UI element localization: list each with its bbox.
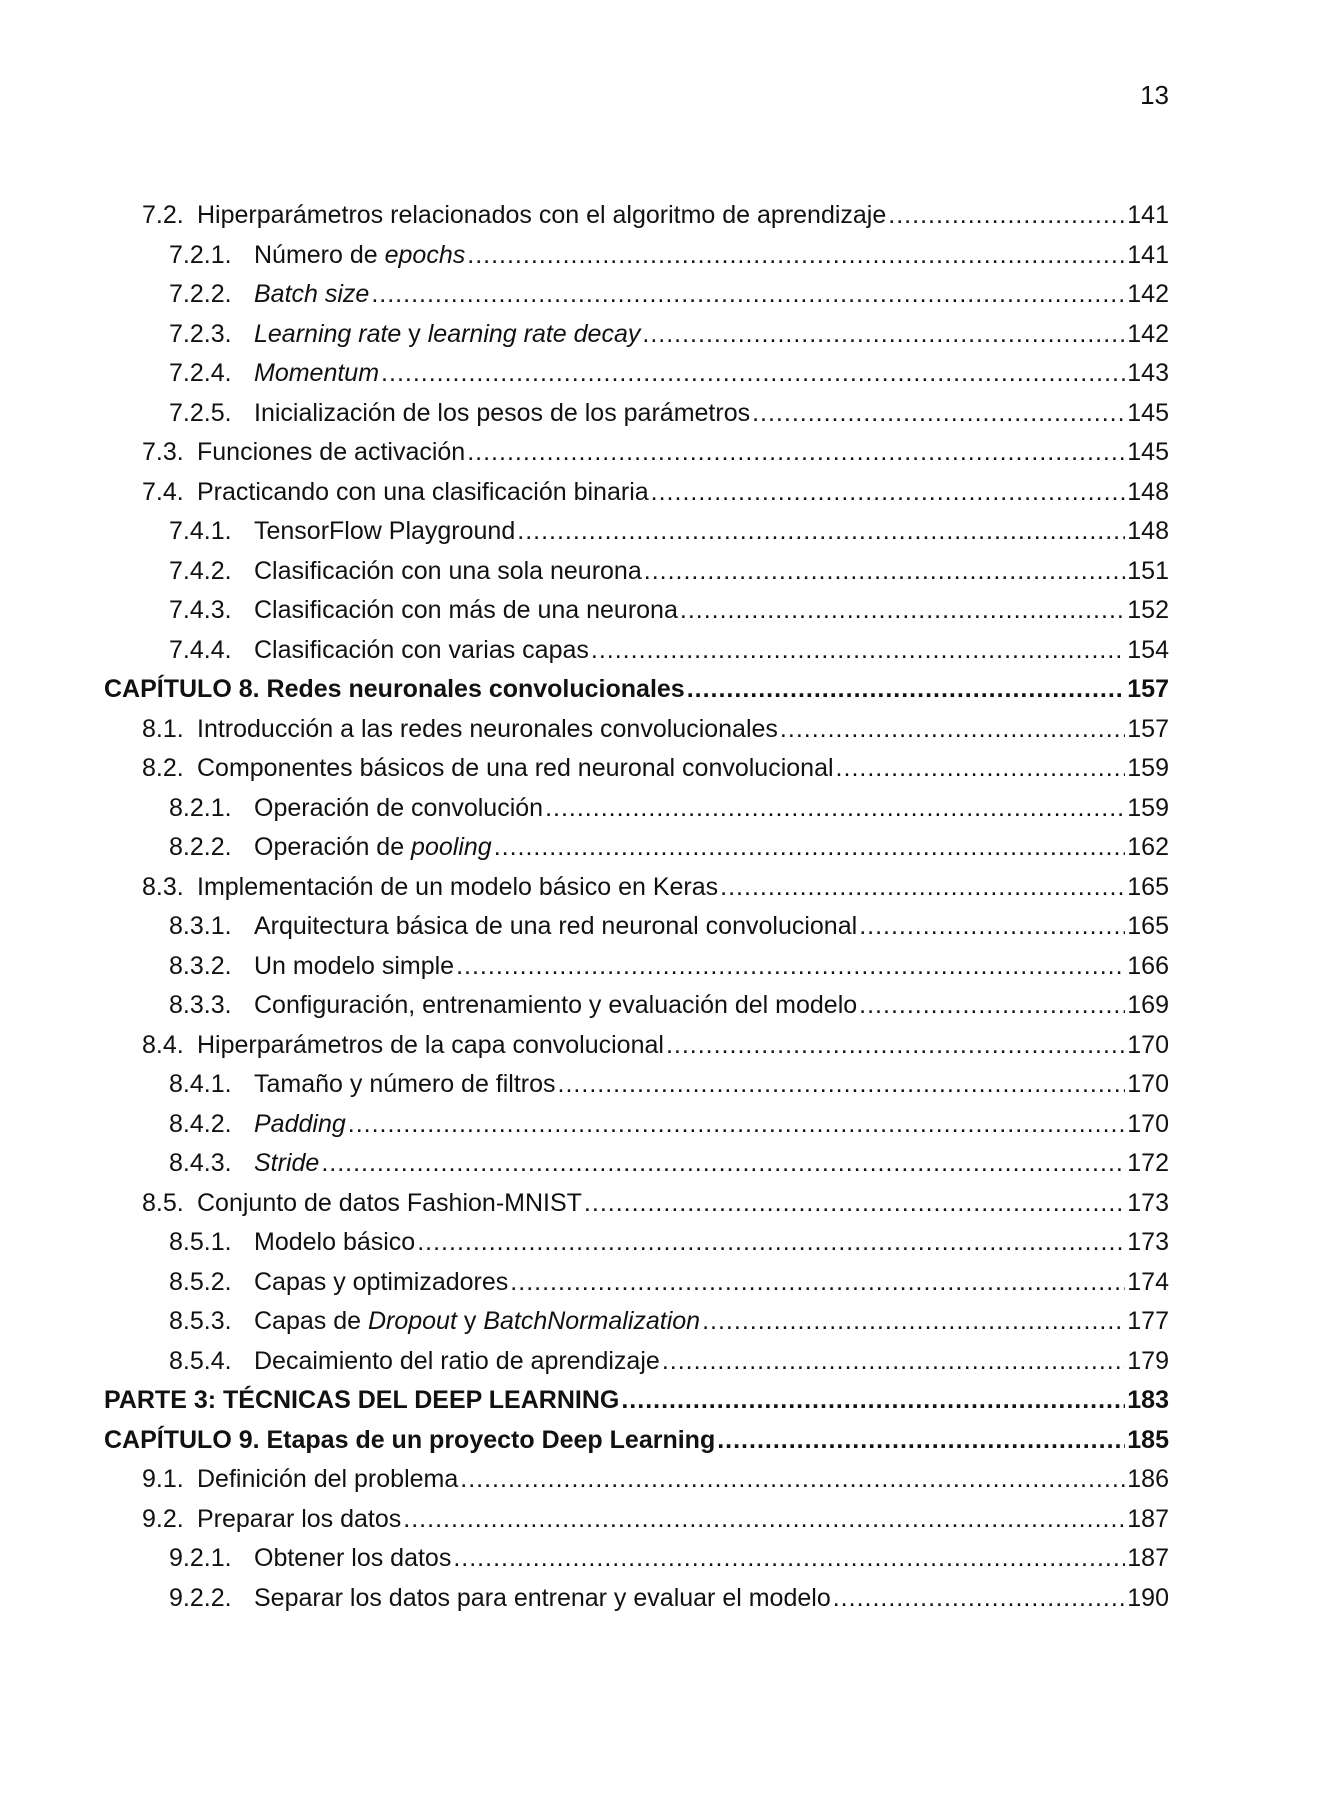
toc-entry-number: 7.2.4.	[169, 359, 232, 387]
toc-entry-page: 179	[1127, 1346, 1169, 1375]
toc-leader-dots	[702, 1307, 1125, 1336]
toc-entry[interactable]	[104, 596, 1169, 636]
toc-leader-dots	[453, 1544, 1125, 1573]
toc-entry-page: 170	[1127, 1030, 1169, 1059]
toc-entry[interactable]	[104, 1584, 1169, 1624]
toc-heading-entry[interactable]	[104, 675, 1169, 715]
toc-leader-dots	[591, 636, 1125, 665]
toc-entry-number: 8.1.	[142, 714, 184, 743]
toc-leader-dots	[510, 1268, 1125, 1297]
toc-entry-page: 187	[1127, 1544, 1169, 1572]
toc-entry-title-text: CAPÍTULO 9. Etapas de un proyecto Deep Learning	[104, 1425, 716, 1454]
toc-entry-title-text: Preparar los datos	[197, 1504, 402, 1533]
toc-leader-dots	[371, 280, 1125, 309]
toc-entry-title	[197, 715, 778, 744]
toc-entry[interactable]	[104, 1110, 1169, 1150]
toc-leader-dots	[720, 873, 1125, 902]
toc-entry-page: 143	[1127, 359, 1169, 387]
toc-entry-number: 8.4.2.	[169, 1109, 232, 1138]
table-of-contents	[104, 201, 1169, 1623]
toc-entry-page: 152	[1127, 596, 1169, 624]
toc-entry-page: 183	[1127, 1386, 1169, 1414]
toc-entry-title-text: Conjunto de datos Fashion-MNIST	[197, 1188, 582, 1217]
toc-entry-page: 151	[1127, 556, 1169, 585]
toc-leader-dots	[651, 478, 1126, 507]
toc-entry[interactable]	[104, 1228, 1169, 1268]
toc-entry-number: 8.2.	[142, 754, 184, 782]
toc-entry[interactable]	[104, 1031, 1169, 1071]
toc-entry-title-italic: BatchNormalization	[483, 1307, 701, 1335]
toc-entry-page: 148	[1127, 517, 1169, 545]
toc-entry-page: 157	[1127, 675, 1169, 703]
toc-entry[interactable]	[104, 754, 1169, 794]
toc-entry-title-text: Definición del problema	[197, 1465, 459, 1493]
toc-entry-page: 141	[1127, 240, 1169, 269]
toc-leader-dots	[662, 1347, 1125, 1376]
toc-entry-number: 8.5.4.	[169, 1346, 232, 1375]
toc-entry-title-text: Tamaño y número de filtros	[254, 1070, 556, 1098]
toc-entry-page: 142	[1127, 280, 1169, 308]
toc-entry-number: 7.4.1.	[169, 517, 232, 545]
toc-entry-title-text: Separar los datos para entrenar y evaluar el modelo	[254, 1583, 831, 1612]
toc-entry-title-text: Inicialización de los pesos de los parámetros	[254, 398, 751, 427]
toc-leader-dots	[456, 952, 1125, 981]
toc-entry-title-italic: Batch size	[254, 280, 370, 308]
toc-entry-title	[197, 1505, 401, 1534]
toc-leader-dots	[666, 1031, 1125, 1060]
toc-entry[interactable]	[104, 1189, 1169, 1229]
toc-entry-number: 7.4.3.	[169, 596, 232, 624]
toc-entry[interactable]	[104, 399, 1169, 439]
toc-leader-dots	[460, 1465, 1125, 1494]
toc-entry-title	[254, 1268, 508, 1297]
toc-entry-number: 8.2.1.	[169, 793, 232, 822]
toc-entry-title-text: y	[401, 319, 428, 348]
toc-entry-title-text: Modelo básico	[254, 1228, 416, 1256]
toc-entry-page: 142	[1127, 319, 1169, 348]
toc-entry-title-text: Operación de convolución	[254, 793, 544, 822]
toc-entry[interactable]	[104, 1307, 1169, 1347]
toc-entry-title	[254, 241, 465, 270]
toc-leader-dots	[687, 675, 1126, 704]
toc-entry[interactable]	[104, 557, 1169, 597]
toc-leader-dots	[642, 320, 1125, 349]
toc-entry-title	[254, 794, 543, 823]
toc-entry-title-text: Hiperparámetros relacionados con el algoritmo de aprendizaje	[197, 201, 887, 229]
toc-leader-dots	[467, 438, 1125, 467]
toc-entry-title-text: y	[456, 1307, 484, 1335]
toc-leader-dots	[752, 399, 1125, 428]
page-number: 13	[1140, 80, 1169, 110]
toc-entry[interactable]	[104, 359, 1169, 399]
toc-entry-number: 8.4.3.	[169, 1149, 232, 1177]
toc-entry-title	[197, 438, 465, 467]
toc-entry-title	[197, 1031, 664, 1060]
toc-leader-dots	[780, 715, 1125, 744]
toc-entry-page: 170	[1127, 1109, 1169, 1138]
toc-entry-number: 8.2.2.	[169, 833, 232, 861]
toc-entry-title-italic: Dropout	[367, 1307, 457, 1335]
toc-entry-title	[104, 1386, 619, 1415]
toc-entry-page: 145	[1127, 438, 1169, 466]
toc-entry-number: 7.2.	[142, 201, 184, 229]
toc-entry-title-text: Funciones de activación	[197, 438, 466, 466]
toc-entry-number: 9.2.	[142, 1504, 184, 1533]
toc-entry-number: 8.3.3.	[169, 991, 232, 1019]
toc-entry-title	[197, 1465, 458, 1494]
toc-entry-title-text: CAPÍTULO 8. Redes neuronales convolucionales	[104, 675, 685, 703]
toc-entry[interactable]	[104, 715, 1169, 755]
toc-entry-title-italic: Stride	[254, 1149, 320, 1177]
toc-entry-number: 7.4.2.	[169, 556, 232, 585]
toc-entry[interactable]	[104, 478, 1169, 518]
toc-entry-title	[254, 952, 454, 981]
toc-entry-title-text: Decaimiento del ratio de aprendizaje	[254, 1346, 660, 1375]
toc-leader-dots	[833, 1584, 1126, 1613]
toc-heading-entry[interactable]	[104, 1386, 1169, 1426]
toc-entry[interactable]	[104, 833, 1169, 873]
toc-entry-title	[104, 1426, 715, 1455]
toc-entry-page: 187	[1127, 1504, 1169, 1533]
toc-entry-title	[254, 833, 492, 862]
toc-entry-page: 190	[1127, 1583, 1169, 1612]
toc-entry-number: 8.4.	[142, 1030, 184, 1059]
toc-entry-title	[197, 1189, 582, 1218]
toc-entry-title-text: Operación de	[254, 833, 412, 861]
toc-entry-title	[254, 557, 642, 586]
toc-entry-title	[254, 912, 857, 941]
toc-entry-page: 148	[1127, 477, 1169, 506]
toc-entry-page: 166	[1127, 951, 1169, 980]
toc-entry-title	[254, 280, 369, 309]
toc-entry-title-text: Clasificación con más de una neurona	[254, 596, 678, 624]
toc-entry-number: 7.4.4.	[169, 635, 232, 664]
toc-entry-title-text: Introducción a las redes neuronales convolucionales	[197, 714, 778, 743]
toc-entry-title-text: PARTE 3: TÉCNICAS DEL DEEP LEARNING	[104, 1386, 620, 1414]
toc-entry[interactable]	[104, 991, 1169, 1031]
toc-entry-title-italic: Padding	[254, 1109, 346, 1138]
toc-entry-page: 173	[1127, 1188, 1169, 1217]
toc-entry-title	[104, 675, 685, 704]
toc-leader-dots	[321, 1149, 1125, 1178]
toc-entry-page: 174	[1127, 1267, 1169, 1296]
toc-leader-dots	[545, 794, 1125, 823]
toc-entry-number: 8.3.2.	[169, 951, 232, 980]
toc-entry-page: 177	[1127, 1307, 1169, 1335]
toc-entry-number: 8.5.	[142, 1188, 184, 1217]
toc-entry[interactable]	[104, 952, 1169, 992]
toc-entry-title-text: Clasificación con una sola neurona	[254, 556, 642, 585]
toc-entry[interactable]	[104, 636, 1169, 676]
toc-entry-number: 8.5.1.	[169, 1228, 232, 1256]
toc-leader-dots	[517, 517, 1125, 546]
toc-leader-dots	[680, 596, 1125, 625]
toc-entry-title	[197, 754, 834, 783]
toc-entry[interactable]	[104, 1465, 1169, 1505]
toc-entry-page: 154	[1127, 635, 1169, 664]
toc-leader-dots	[348, 1110, 1126, 1139]
toc-leader-dots	[621, 1386, 1125, 1415]
toc-heading-entry[interactable]	[104, 1426, 1169, 1466]
toc-entry-number: 8.3.1.	[169, 912, 232, 940]
toc-leader-dots	[558, 1070, 1126, 1099]
toc-entry-page: 170	[1127, 1070, 1169, 1098]
toc-entry-page: 141	[1127, 201, 1169, 229]
toc-entry-title-italic: epochs	[384, 240, 466, 269]
toc-entry[interactable]	[104, 794, 1169, 834]
toc-entry-title-text: Practicando con una clasificación binaria	[197, 477, 649, 506]
toc-entry-number: 7.2.5.	[169, 398, 232, 427]
toc-entry-page: 173	[1127, 1228, 1169, 1256]
toc-entry-page: 159	[1127, 754, 1169, 782]
toc-entry[interactable]	[104, 912, 1169, 952]
toc-entry-title	[197, 201, 886, 230]
toc-entry-title-italic: Learning rate	[254, 319, 402, 348]
toc-entry-title-italic: pooling	[411, 833, 492, 861]
toc-entry-number: 7.2.1.	[169, 240, 232, 269]
toc-entry-title-text: Clasificación con varias capas	[254, 635, 589, 664]
toc-entry-number: 7.4.	[142, 477, 184, 506]
toc-entry-title	[254, 1149, 319, 1178]
toc-entry-number: 7.3.	[142, 438, 184, 466]
toc-entry-page: 186	[1127, 1465, 1169, 1493]
toc-entry-page: 185	[1127, 1425, 1169, 1454]
toc-entry-title	[254, 991, 857, 1020]
toc-entry[interactable]	[104, 517, 1169, 557]
toc-entry-title-text: TensorFlow Playground	[254, 517, 516, 545]
toc-entry-title	[254, 1110, 346, 1139]
toc-entry[interactable]	[104, 1544, 1169, 1584]
toc-leader-dots	[717, 1426, 1125, 1455]
toc-entry-page: 165	[1127, 912, 1169, 940]
toc-entry-page: 165	[1127, 872, 1169, 901]
toc-entry-title-text: Número de	[254, 240, 385, 269]
toc-entry[interactable]	[104, 873, 1169, 913]
toc-entry-number: 8.5.2.	[169, 1267, 232, 1296]
toc-entry[interactable]	[104, 1070, 1169, 1110]
toc-leader-dots	[381, 359, 1125, 388]
toc-entry-title	[254, 1070, 556, 1099]
toc-entry-page: 159	[1127, 793, 1169, 822]
toc-leader-dots	[403, 1505, 1125, 1534]
toc-entry-page: 162	[1127, 833, 1169, 861]
toc-entry-number: 9.2.2.	[169, 1583, 232, 1612]
toc-entry-title	[254, 1307, 700, 1336]
toc-entry[interactable]	[104, 1347, 1169, 1387]
toc-entry-title-text: Implementación de un modelo básico en Keras	[197, 872, 719, 901]
toc-leader-dots	[417, 1228, 1125, 1257]
toc-entry-title	[197, 478, 649, 507]
toc-leader-dots	[859, 991, 1125, 1020]
toc-entry[interactable]	[104, 1149, 1169, 1189]
toc-leader-dots	[494, 833, 1126, 862]
toc-entry[interactable]	[104, 201, 1169, 241]
toc-leader-dots	[644, 557, 1126, 586]
toc-entry-title-text: Arquitectura básica de una red neuronal convolucional	[254, 912, 858, 940]
toc-entry[interactable]	[104, 1505, 1169, 1545]
toc-entry-title	[254, 596, 678, 625]
toc-entry-title-italic: learning rate decay	[427, 319, 641, 348]
toc-entry[interactable]	[104, 1268, 1169, 1308]
toc-leader-dots	[888, 201, 1125, 230]
toc-entry-page: 145	[1127, 398, 1169, 427]
toc-leader-dots	[859, 912, 1125, 941]
toc-entry-title	[254, 517, 515, 546]
toc-entry-title-italic: Momentum	[254, 359, 380, 387]
toc-entry-number: 7.2.3.	[169, 319, 232, 348]
toc-entry-number: 7.2.2.	[169, 280, 232, 308]
toc-entry[interactable]	[104, 241, 1169, 281]
toc-entry-title	[254, 399, 750, 428]
toc-entry-title	[254, 320, 640, 349]
toc-entry-title	[254, 1584, 831, 1613]
toc-entry-title-text: Obtener los datos	[254, 1544, 452, 1572]
toc-entry-title-text: Capas y optimizadores	[254, 1267, 509, 1296]
toc-entry-title	[197, 873, 718, 902]
toc-entry[interactable]	[104, 320, 1169, 360]
toc-entry-number: 8.5.3.	[169, 1307, 232, 1335]
toc-entry-number: 9.1.	[142, 1465, 184, 1493]
toc-entry-page: 172	[1127, 1149, 1169, 1177]
toc-entry-title-text: Componentes básicos de una red neuronal convolucional	[197, 754, 834, 782]
toc-entry[interactable]	[104, 280, 1169, 320]
toc-entry-title-text: Un modelo simple	[254, 951, 455, 980]
toc-entry-title	[254, 359, 379, 388]
toc-entry-title-text: Capas de	[254, 1307, 368, 1335]
toc-entry-title-text: Configuración, entrenamiento y evaluación del modelo	[254, 991, 858, 1019]
toc-entry-title	[254, 1228, 415, 1257]
toc-leader-dots	[467, 241, 1125, 270]
toc-entry-page: 157	[1127, 714, 1169, 743]
toc-entry-number: 8.3.	[142, 872, 184, 901]
toc-entry-number: 8.4.1.	[169, 1070, 232, 1098]
toc-entry[interactable]	[104, 438, 1169, 478]
toc-leader-dots	[836, 754, 1126, 783]
toc-entry-page: 169	[1127, 991, 1169, 1019]
toc-entry-title	[254, 1347, 660, 1376]
toc-entry-title	[254, 1544, 451, 1573]
toc-entry-title	[254, 636, 589, 665]
toc-leader-dots	[584, 1189, 1125, 1218]
toc-entry-title-text: Hiperparámetros de la capa convolucional	[197, 1030, 664, 1059]
toc-entry-number: 9.2.1.	[169, 1544, 232, 1572]
